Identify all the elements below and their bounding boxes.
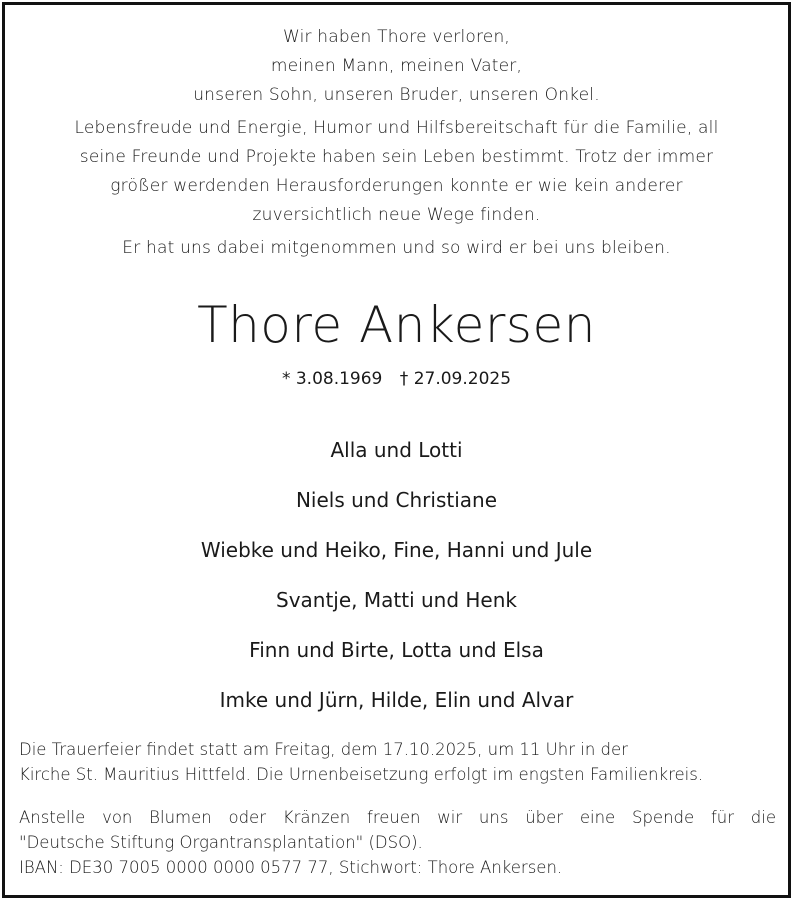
intro-line: Lebensfreude und Energie, Humor und Hilfsbereitschaft für die Familie, all bbox=[74, 118, 719, 138]
intro-line: zuversichtlich neue Wege finden. bbox=[252, 205, 541, 225]
family-member-line: Finn und Birte, Lotta und Elsa bbox=[249, 638, 544, 662]
life-dates bbox=[5, 367, 788, 391]
birth-date: * 3.08.1969 bbox=[281, 369, 383, 389]
intro-line: Wir haben Thore verloren, bbox=[282, 27, 511, 47]
donation-iban: IBAN: DE30 7005 0000 0000 0577 77, Stichwort: Thore Ankersen. bbox=[19, 858, 563, 877]
family-list bbox=[5, 425, 788, 725]
donation-line: Anstelle von Blumen oder Kränzen freuen wir uns über eine Spende für die bbox=[19, 808, 776, 827]
intro-line: meinen Mann, meinen Vater, bbox=[270, 56, 523, 76]
ceremony-line: Die Trauerfeier findet statt am Freitag, dem 17.10.2025, um 11 Uhr in der bbox=[19, 740, 628, 759]
intro-line: Er hat uns dabei mitgenommen und so wird er bei uns bleiben. bbox=[122, 238, 671, 258]
ceremony-line: Kirche St. Mauritius Hittfeld. Die Urnenbeisetzung erfolgt im engsten Familienkreis. bbox=[19, 765, 704, 784]
donation-line: "Deutsche Stiftung Organtransplantation" (DSO). bbox=[19, 833, 423, 852]
intro-line: unseren Sohn, unseren Bruder, unseren Onkel. bbox=[193, 85, 600, 105]
ceremony-notice bbox=[19, 737, 776, 787]
family-member-line: Wiebke und Heiko, Fine, Hanni und Jule bbox=[200, 538, 593, 562]
family-member-line: Imke und Jürn, Hilde, Elin und Alvar bbox=[219, 688, 574, 712]
family-member-line: Niels und Christiane bbox=[295, 488, 498, 512]
intro-line: größer werdenden Herausforderungen konnte er wie kein anderer bbox=[110, 176, 683, 196]
obituary-content bbox=[5, 5, 788, 895]
family-member-line: Alla und Lotti bbox=[330, 438, 463, 462]
family-member-line: Svantje, Matti und Henk bbox=[276, 588, 517, 612]
intro-line: seine Freunde und Projekte haben sein Leben bestimmt. Trotz der immer bbox=[79, 147, 714, 167]
intro-text bbox=[45, 23, 748, 263]
death-date: † 27.09.2025 bbox=[399, 369, 512, 389]
deceased-name: Thore Ankersen bbox=[197, 296, 596, 354]
donation-notice bbox=[19, 805, 776, 880]
obituary-frame bbox=[2, 2, 791, 898]
